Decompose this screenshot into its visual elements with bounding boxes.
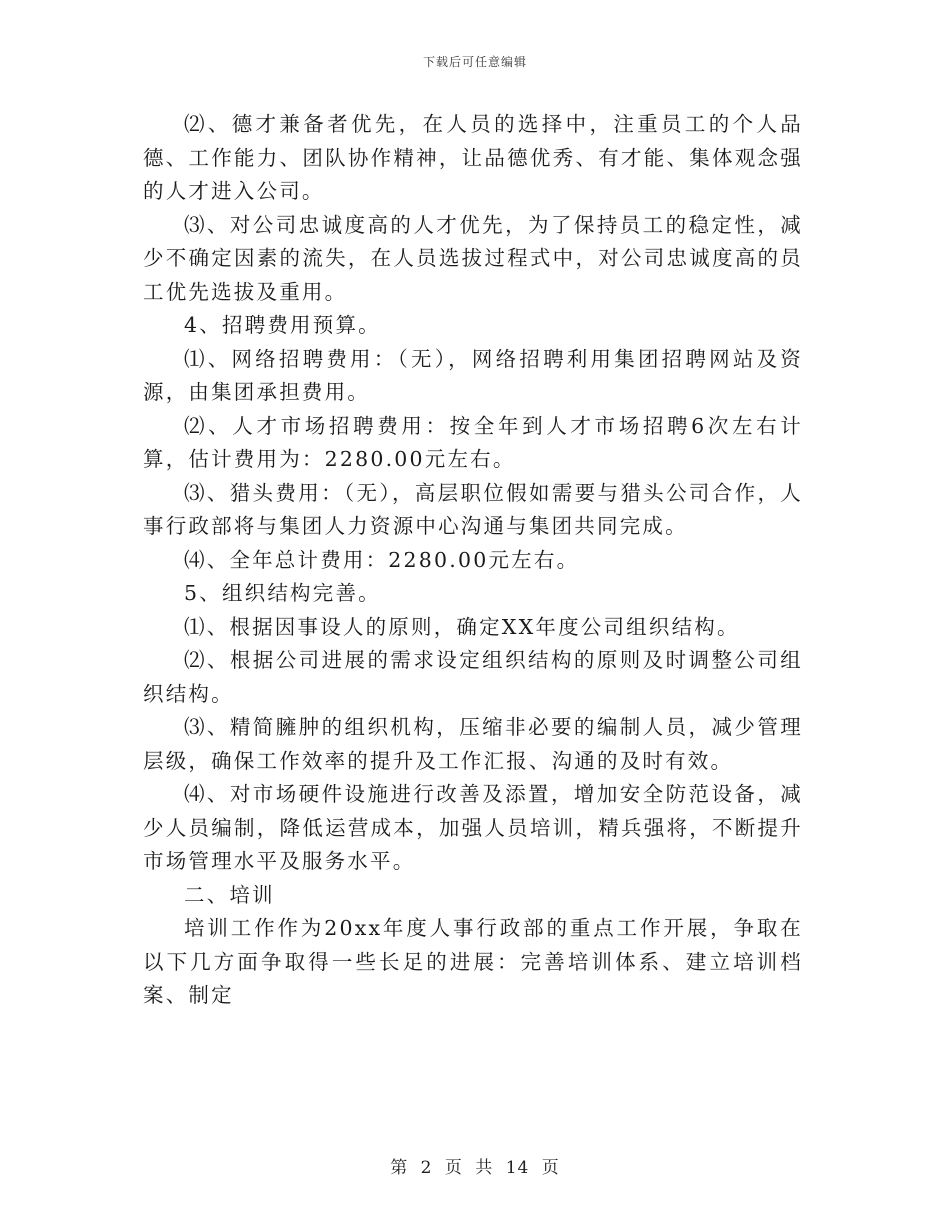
section-heading: 二、培训 (184, 882, 275, 907)
section-heading: 5、组织结构完善。 (184, 581, 381, 605)
page-number: 第 2 页 共 14 页 (390, 1158, 560, 1178)
paragraph: ⑴、网络招聘费用：（无），网络招聘利用集团招聘网站及资源，由集团承担费用。 (143, 346, 803, 404)
paragraph: ⑶、猎头费用：（无），高层职位假如需要与猎头公司合作，人事行政部将与集团人力资源中心沟通与集团共同完成。 (143, 480, 803, 538)
paragraph: ⑵、根据公司进展的需求设定组织结构的原则及时调整公司组织结构。 (143, 648, 803, 706)
page-header-note: 下载后可任意编辑 (422, 55, 527, 69)
paragraph: ⑵、德才兼备者优先，在人员的选择中，注重员工的个人品德、工作能力、团队协作精神，让品德优秀、有才能、集体观念强的人才进入公司。 (143, 112, 803, 203)
section-heading: 4、招聘费用预算。 (184, 313, 381, 337)
paragraph: 培训工作作为20xx年度人事行政部的重点工作开展，争取在以下几方面争取得一些长足的进展：完善培训体系、建立培训档案、制定 (143, 916, 803, 1007)
paragraph: ⑷、对市场硬件设施进行改善及添置，增加安全防范设备，减少人员编制，降低运营成本，加强人员培训，精兵强将，不断提升市场管理水平及服务水平。 (143, 782, 803, 873)
paragraph: ⑴、根据因事设人的原则，确定XX年度公司组织结构。 (184, 614, 740, 639)
paragraph: ⑷、全年总计费用：2280.00元左右。 (184, 547, 580, 572)
paragraph: ⑵、人才市场招聘费用：按全年到人才市场招聘6次左右计算，估计费用为：2280.00元左右。 (143, 413, 803, 471)
paragraph: ⑶、对公司忠诚度高的人才优先，为了保持员工的稳定性，减少不确定因素的流失，在人员选拔过程式中，对公司忠诚度高的员工优先选拔及重用。 (143, 212, 803, 304)
paragraph: ⑶、精简臃肿的组织机构，压缩非必要的编制人员，减少管理层级，确保工作效率的提升及工作汇报、沟通的及时有效。 (143, 715, 803, 773)
document-body (143, 108, 803, 1013)
